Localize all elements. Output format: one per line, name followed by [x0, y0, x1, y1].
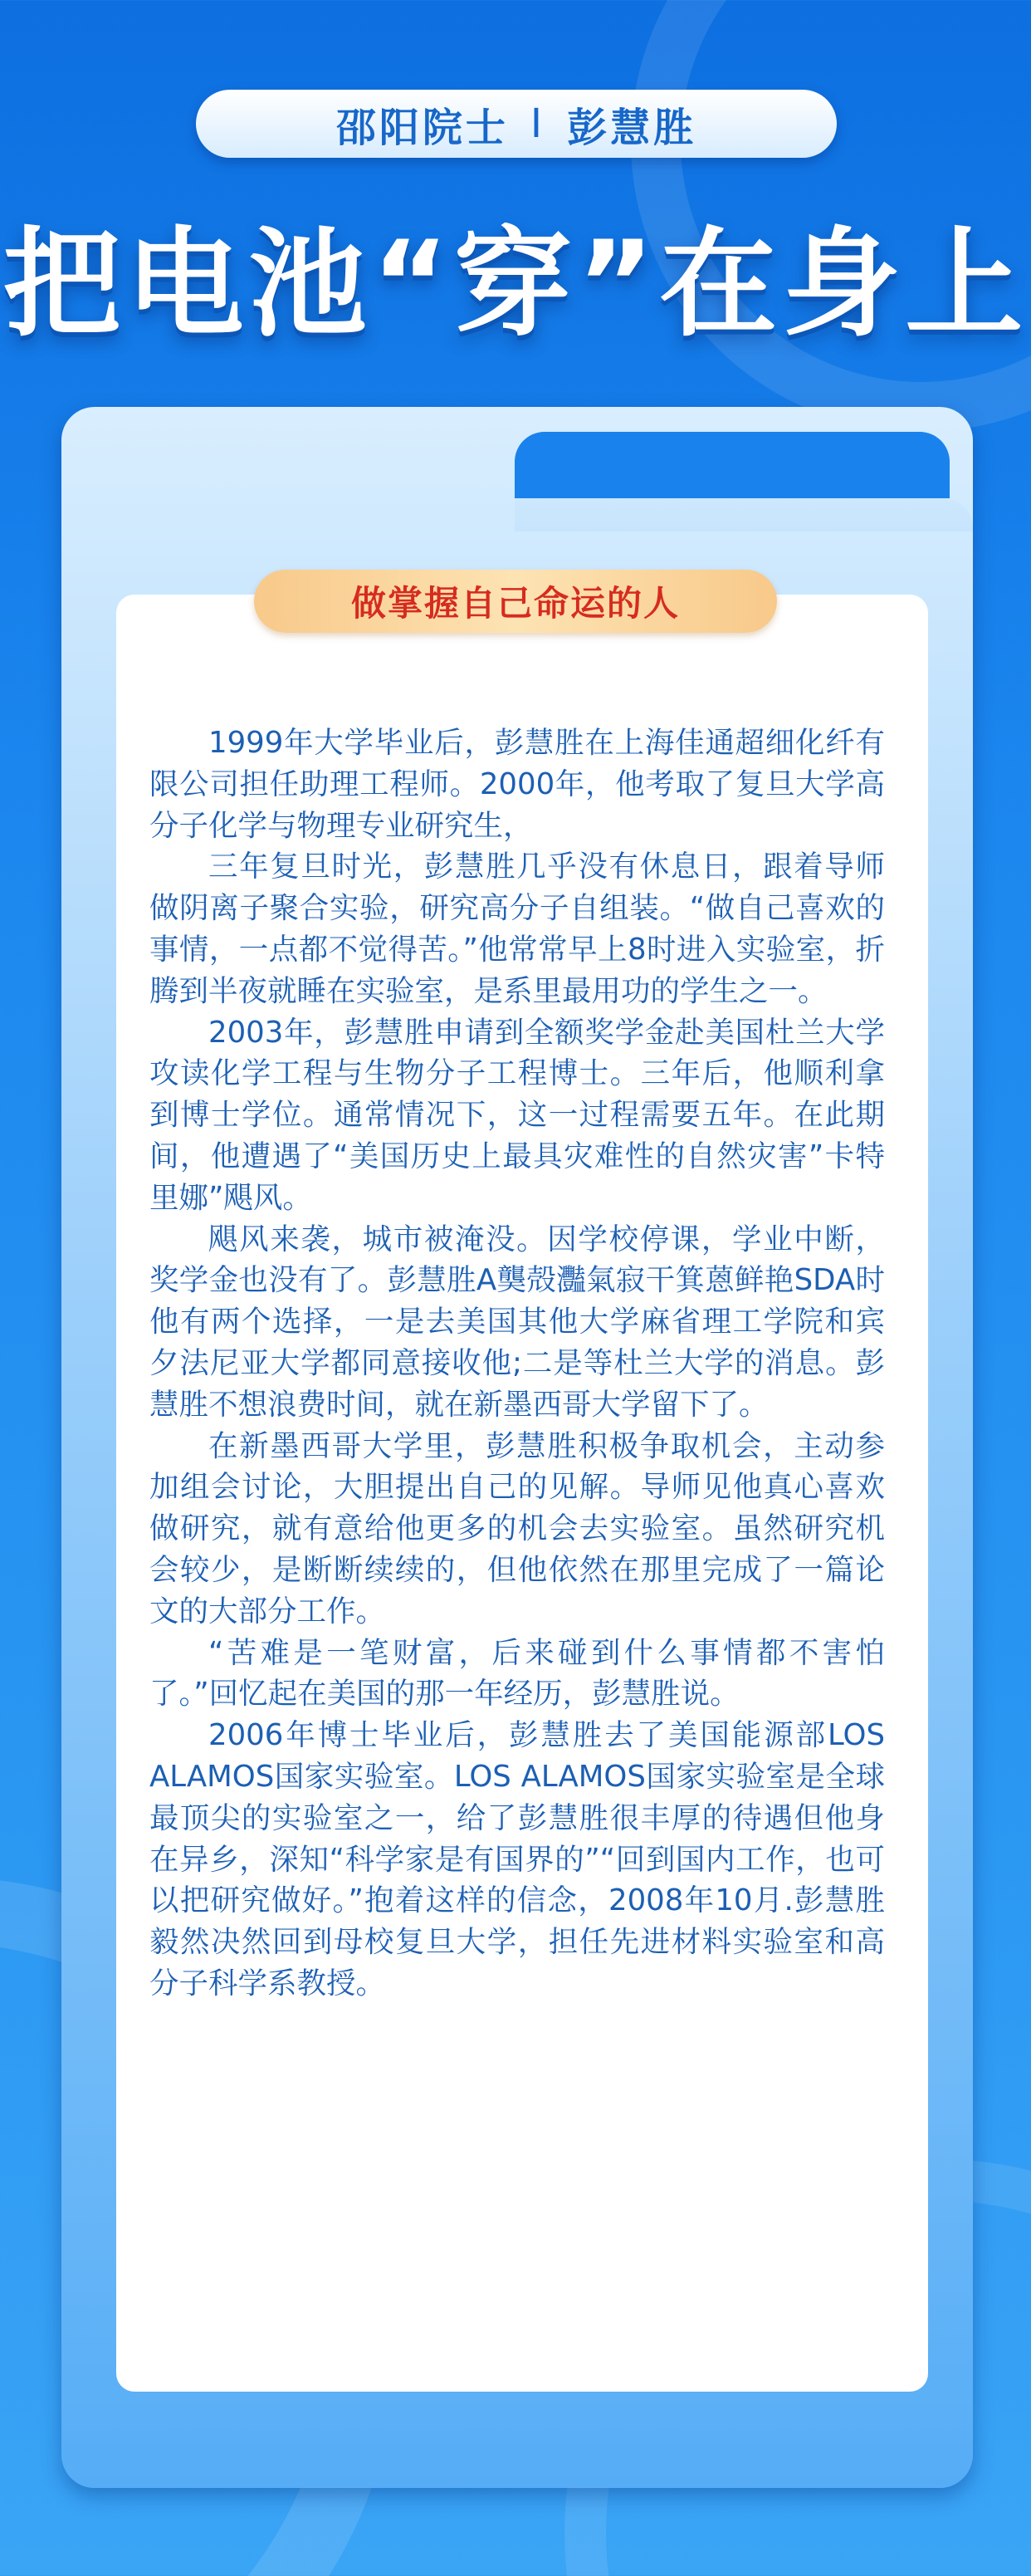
article-paragraph: 飓风来袭，城市被淹没。因学校停课，学业中断，奖学金也没有了。彭慧胜A龑殻灩氣寂干箕蒽鲜艳SDA时他有两个选择，一是去美国其他大学麻省理工学院和宾夕法尼亚大学都同意接收他;二是等杜兰大学的消息。彭慧胜不想浪费时间，就在新墨西哥大学留下了。 [149, 1222, 885, 1422]
article-paragraph: 在新墨西哥大学里，彭慧胜积极争取机会，主动参加组会讨论，大胆提出自己的见解。导师见他真心喜欢做研究，就有意给他更多的机会去实验室。虽然研究机会较少，是断断续续的，但他依然在那里完成了一篇论文的大部分工作。 [149, 1428, 885, 1628]
header-left-label: 邵阳院士 [335, 104, 509, 151]
section-heading: 做掌握自己命运的人 [350, 583, 680, 624]
folder-tab-fill [515, 498, 973, 531]
article-body [149, 722, 885, 2005]
header-separator: I [530, 100, 546, 147]
page-title: 把电池“穿”在身上 [2, 216, 1029, 353]
folder-tab-notch [515, 432, 950, 498]
header-right-label: 彭慧胜 [567, 104, 697, 151]
article-paragraph: 2006年博士毕业后，彭慧胜去了美国能源部LOS ALAMOS国家实验室。LOS ALAMOS国家实验室是全球最顶尖的实验室之一，给了彭慧胜很丰厚的待遇但他身在异乡，深知“科学家是有国界的”“回到国内工作，也可以把研究做好。”抱着这样的信念，2008年10月.彭慧胜毅然决然回到母校复旦大学，担任先进材料实验室和高分子科学系教授。 [149, 1718, 885, 2001]
article-paragraph: 1999年大学毕业后，彭慧胜在上海佳通超细化纤有限公司担任助理工程师。2000年，他考取了复旦大学高分子化学与物理专业研究生， [149, 726, 885, 843]
article-paragraph: “苦难是一笔财富，后来碰到什么事情都不害怕了。”回忆起在美国的那一年经历，彭慧胜说。 [149, 1635, 885, 1712]
header-pill [196, 90, 837, 158]
section-heading-pill [254, 570, 777, 633]
article-paragraph: 三年复旦时光，彭慧胜几乎没有休息日，跟着导师做阴离子聚合实验，研究高分子自组装。“做自己喜欢的事情，一点都不觉得苦。”他常常早上8时进入实验室，折腾到半夜就睡在实验室，是系里最用功的学生之一。 [149, 850, 885, 1008]
article-paragraph: 2003年，彭慧胜申请到全额奖学金赴美国杜兰大学攻读化学工程与生物分子工程博士。三年后，他顺利拿到博士学位。通常情况下，这一过程需要五年。在此期间，他遭遇了“美国历史上最具灾难性的自然灾害”卡特里娜”飓风。 [149, 1015, 885, 1215]
